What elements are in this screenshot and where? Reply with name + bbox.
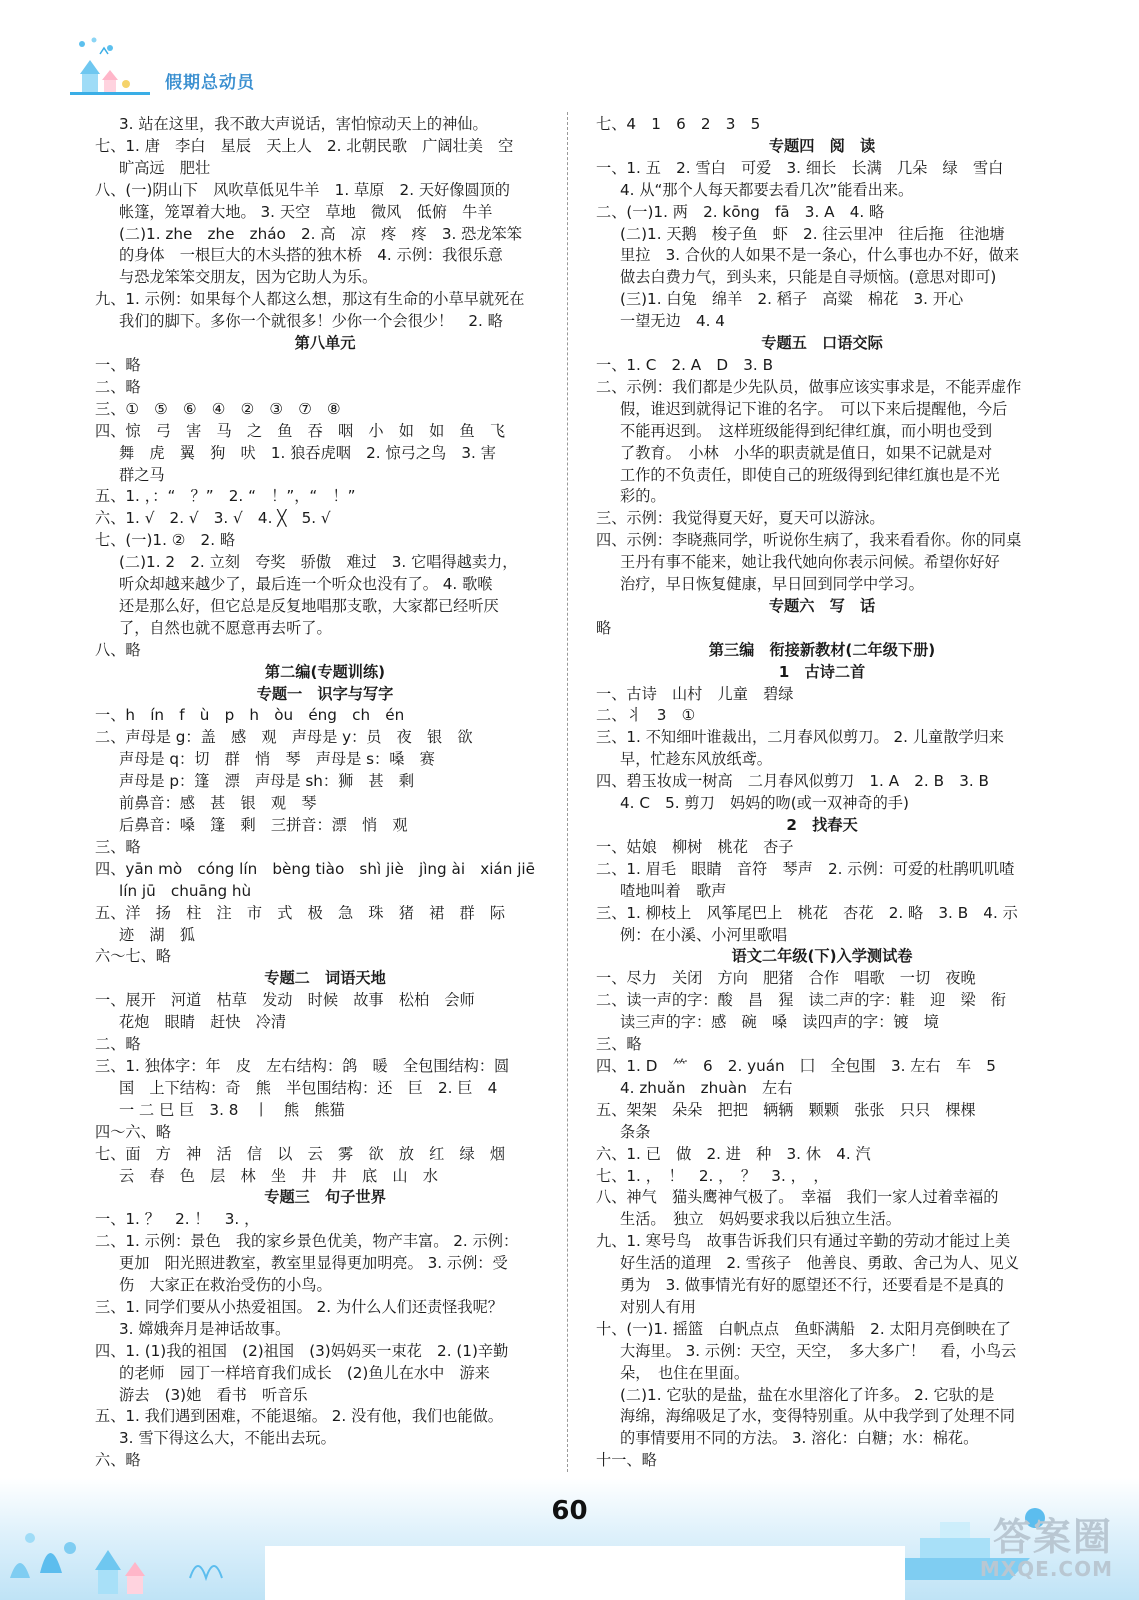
answer-line: 声母是 p：篷 漂 声母是 sh：狮 甚 剩	[119, 772, 415, 791]
answer-line: 十一、略	[596, 1451, 657, 1470]
answer-line: 二、略	[95, 377, 141, 396]
watermark-bottom: MXQE.COM	[979, 1557, 1113, 1581]
answer-line: 大海里。 3. 示例：天空，天空， 多大多广！ 看，小鸟云	[620, 1341, 1017, 1360]
answer-line: lín jū chuāng hù	[119, 881, 252, 900]
answer-line: 三、① ⑤ ⑥ ④ ② ③ ⑦ ⑧	[95, 399, 341, 418]
answer-line: 做去白费力气，到头来，只能是自寻烦恼。(意思对即可)	[620, 268, 997, 287]
answer-line: (二)1. 它驮的是盐，盐在水里溶化了许多。 2. 它驮的是	[620, 1385, 995, 1404]
answer-line: 一、尽力 关闭 方向 肥猪 合作 唱歌 一切 夜晚	[596, 969, 976, 988]
answer-line: 王丹有事不能来，她让我代她向你表示问候。希望你好好	[620, 553, 1000, 572]
section-heading: 专题二 词语天地	[264, 969, 386, 988]
answer-line: 迹 湖 狐	[119, 925, 195, 944]
answer-line: 三、示例：我觉得夏天好，夏天可以游泳。	[596, 509, 885, 528]
answer-line: 对别人有用	[620, 1297, 696, 1316]
answer-line: 好生活的道理 2. 雪孩子 他善良、勇敢、舍己为人、见义	[620, 1254, 1020, 1273]
answer-line: 与恐龙笨笨交朋友，因为它助人为乐。	[119, 268, 378, 287]
section-heading: 第二编(专题训练)	[264, 662, 386, 681]
section-heading: 专题一 识字与写字	[256, 684, 394, 703]
answer-line: 四、yān mò cóng lín bèng tiào shì jiè jìng ài xián jiē	[95, 859, 535, 878]
answer-line: 六、略	[95, 1451, 141, 1470]
answer-line: 一、1. 五 2. 雪白 可爱 3. 细长 长满 几朵 绿 雪白	[596, 158, 1004, 177]
section-heading: 专题五 口语交际	[761, 334, 883, 353]
answer-line: 一 ⼆ 巳 巨 3. 8 丨 熊 熊猫	[119, 1100, 345, 1119]
answer-line: 一、古诗 山村 儿童 碧绿	[596, 684, 794, 703]
answer-line: 4. 从“那个人每天都要去看几次”能看出来。	[620, 180, 914, 199]
answer-line: 九、1. 寒号鸟 故事告诉我们只有通过辛勤的劳动才能过上美	[596, 1232, 1011, 1251]
answer-line: 里拉 3. 合伙的人如果不是一条心，什么事也办不好，做来	[620, 246, 1020, 265]
answer-line: 四～六、略	[95, 1122, 171, 1141]
answer-line: 三、略	[596, 1035, 642, 1054]
header	[70, 34, 470, 104]
answer-line: 治疗，早日恢复健康，早日回到同学中学习。	[620, 575, 924, 594]
answer-line: 五、1. 我们遇到困难，不能退缩。 2. 没有他，我们也能做。	[95, 1407, 503, 1426]
answer-line: 条条	[620, 1122, 651, 1141]
answer-line: 三、1. 柳枝上 风筝尾巴上 桃花 杏花 2. 略 3. B 4. 示	[596, 903, 1018, 922]
answer-line: 例：在小溪、小河里歌唱	[620, 925, 788, 944]
answer-line: 四、示例：李晓燕同学，听说你生病了，我来看看你。你的同桌	[596, 531, 1022, 550]
answer-line: 听众却越来越少了，最后连一个听众也没有了。 4. 歌喉	[119, 575, 493, 594]
answer-line: 二、声母是 g：盖 感 观 声母是 y：员 夜 银 欲	[95, 728, 473, 747]
answer-line: 三、1. 独体字：年 皮 左右结构：鸽 暖 全包围结构：圆	[95, 1056, 510, 1075]
header-logo-icon	[70, 34, 170, 104]
answer-line: 四、碧玉妆成一树高 二月春风似剪刀 1. A 2. B 3. B	[596, 772, 989, 791]
answer-line: 一、1. C 2. A D 3. B	[596, 355, 773, 374]
answer-line: 的事情要用不同的方法。 3. 溶化：白糖；水：棉花。	[620, 1429, 979, 1448]
answer-line: 3. 嫦娥奔月是神话故事。	[119, 1319, 291, 1338]
answer-column-right	[596, 114, 1048, 1472]
answer-line: 3. 雪下得这么大，不能出去玩。	[119, 1429, 336, 1448]
answer-line: 五、1. ，：“ ？” 2. “ ！”，“ ！”	[95, 487, 356, 506]
answer-line: 喳地叫着 歌声	[620, 881, 727, 900]
answer-line: 七、1. ， ！ 2. ， ？ 3. ， ，	[596, 1166, 829, 1185]
section-heading: 第八单元	[294, 334, 356, 353]
answer-line: 前鼻音：感 甚 银 观 琴	[119, 794, 317, 813]
watermark-top: 答案圈	[992, 1515, 1113, 1559]
answer-line: 我们的脚下。多你一个就很多！少你一个会很少！ 2. 略	[119, 312, 503, 331]
column-divider	[567, 112, 568, 1472]
answer-line: 二、(一)1. 两 2. kōng fā 3. A 4. 略	[596, 202, 885, 221]
answer-line: 生活。 独立 妈妈要求我以后独立生活。	[620, 1210, 901, 1229]
answer-line: 七、4 1 6 2 3 5	[596, 115, 761, 133]
section-heading: 第三编 衔接新教材(二年级下册)	[708, 640, 936, 659]
section-heading: 专题三 句子世界	[264, 1188, 386, 1207]
answer-line: 一、略	[95, 355, 141, 374]
answer-line: 三、1. 同学们要从小热爱祖国。 2. 为什么人们还责怪我呢？	[95, 1297, 503, 1316]
section-heading: 专题四 阅 读	[768, 136, 876, 155]
answer-line: 二、丬 3 ①	[596, 706, 696, 725]
answer-line: 二、读一声的字：酸 昌 猩 读二声的字：鞋 迎 梁 衔	[596, 991, 1007, 1010]
answer-line: 十、(一)1. 摇篮 白帆点点 鱼虾满船 2. 太阳月亮倒映在了	[596, 1319, 1011, 1338]
answer-line: 五、架架 朵朵 把把 辆辆 颗颗 张张 只只 棵棵	[596, 1100, 976, 1119]
answer-line: 七、1. 唐 李白 星辰 天上人 2. 北朝民歌 广阔壮美 空	[95, 136, 514, 155]
answer-line: (二)1. zhe zhe zháo 2. 高 凉 疼 疼 3. 恐龙笨笨	[119, 224, 522, 243]
answer-line: 五、洋 扬 柱 注 市 式 极 急 珠 猪 裙 群 际	[95, 903, 506, 922]
answer-line: 花炮 眼睛 赶快 冷清	[119, 1013, 287, 1032]
answer-line: 假，谁迟到就得记下谁的名字。 可以下来后提醒他，今后	[620, 399, 1008, 418]
answer-line: 伤 大家正在救治受伤的小鸟。	[119, 1276, 332, 1295]
answer-line: 七、面 方 神 活 信 以 云 雾 欲 放 红 绿 烟	[95, 1144, 506, 1163]
answer-line: 工作的不负责任，即使自己的班级得到纪律红旗也是不光	[620, 465, 1000, 484]
answer-line: 读三声的字：感 碗 嗓 读四声的字：镀 境	[620, 1013, 939, 1032]
answer-line: 四、1. (1)我的祖国 (2)祖国 (3)妈妈买一束花 2. (1)辛勤	[95, 1341, 509, 1360]
answer-line: 九、1. 示例：如果每个人都这么想，那这有生命的小草早就死在	[95, 290, 525, 309]
answer-line: 八、神气 猫头鹰神气极了。 幸福 我们一家人过着幸福的	[596, 1188, 999, 1207]
answer-line: 八、略	[95, 640, 141, 659]
answer-line: 不能再迟到。 这样班级能得到纪律红旗，而小明也受到	[620, 421, 993, 440]
section-heading: 专题六 写 话	[768, 596, 876, 615]
answer-line: 三、略	[95, 837, 141, 856]
answer-line: 六、1. 已 做 2. 进 种 3. 休 4. 汽	[596, 1144, 871, 1163]
answer-line: 国 上下结构：奇 熊 半包围结构：还 巨 2. 巨 4	[119, 1078, 498, 1097]
answer-line: 的老师 园丁一样培育我们成长 (2)鱼儿在水中 游来	[119, 1363, 490, 1382]
footer	[0, 1478, 1139, 1600]
answer-line: 更加 阳光照进教室，教室里显得更加明亮。 3. 示例：受	[119, 1254, 508, 1273]
answer-line: 了教育。 小林 小华的职责就是值日，如果不记就是对	[620, 443, 993, 462]
answer-line: 二、示例：我们都是少先队员，做事应该实事求是，不能弄虚作	[596, 377, 1022, 396]
section-heading: 1 古诗二首	[778, 662, 866, 681]
header-title: 假期总动员	[165, 73, 255, 93]
page-number: 60	[551, 1496, 588, 1526]
answer-line: 海绵，海绵吸足了水，变得特别重。从中我学到了处理不同	[620, 1407, 1015, 1426]
answer-line: 四、惊 弓 害 马 之 鱼 吞 咽 小 如 如 鱼 飞	[95, 421, 506, 440]
answer-line: 早，忙趁东风放纸鸢。	[620, 750, 772, 769]
answer-line: 六～七、略	[95, 947, 171, 966]
section-heading: 2 找春天	[786, 816, 858, 834]
answer-line: 4. zhuǎn zhuàn 左右	[620, 1078, 793, 1097]
answer-line: 二、1. 眉毛 眼睛 音符 琴声 2. 示例：可爱的杜鹃叽叽喳	[596, 859, 1015, 878]
answer-line: (二)1. 2 2. 立刻 夸奖 骄傲 难过 3. 它唱得越卖力，	[119, 553, 518, 572]
answer-line: (二)1. 天鹅 梭子鱼 虾 2. 往云里冲 往后拖 往池塘	[620, 224, 1005, 243]
answer-line: 一、展开 河道 枯草 发动 时候 故事 松柏 会师	[95, 991, 475, 1010]
answer-line: 朵， 也住在里面。	[620, 1363, 750, 1382]
answer-line: 一、1. ？ 2. ！ 3. ，	[95, 1210, 260, 1229]
answer-line: 一望无边 4. 4	[620, 312, 725, 331]
answer-line: 帐篷，笼罩着大地。 3. 天空 草地 微风 低俯 牛羊	[119, 202, 493, 221]
answer-line: 4. C 5. 剪刀 妈妈的吻(或一双神奇的手)	[620, 794, 909, 813]
answer-line: 一、姑娘 柳树 桃花 杏子	[596, 837, 794, 856]
answer-line: 后鼻音：嗓 篷 剩 三拼音：漂 悄 观	[119, 816, 408, 834]
answer-line: 云 春 色 层 林 坐 井 井 底 山 水	[119, 1166, 438, 1185]
answer-line: 声母是 q：切 群 悄 琴 声母是 s：嗓 赛	[119, 750, 435, 769]
answer-line: 群之马	[119, 465, 165, 484]
answer-line: 六、1. √ 2. √ 3. √ 4. ╳ 5. √	[95, 509, 331, 528]
answer-line: 还是那么好，但它总是反复地唱那支歌，大家都已经听厌	[119, 596, 499, 615]
answer-line: 八、(一)阴山下 风吹草低见牛羊 1. 草原 2. 天好像圆顶的	[95, 180, 510, 199]
answer-line: 三、1. 不知细叶谁裁出，二月春风似剪刀。 2. 儿童散学归来	[596, 728, 1004, 747]
answer-line: (三)1. 白兔 绵羊 2. 稻子 高粱 棉花 3. 开心	[620, 290, 964, 309]
answer-column-left	[95, 114, 555, 1472]
answer-line: 二、略	[95, 1035, 141, 1054]
answer-line: 勇为 3. 做事情光有好的愿望还不行，还要看是不是真的	[620, 1276, 1004, 1295]
section-heading: 语文二年级(下)入学测试卷	[731, 947, 913, 966]
answer-line: 舞 虎 翼 狗 吠 1. 狼吞虎咽 2. 惊弓之鸟 3. 害	[119, 443, 496, 462]
answer-line: 游去 (3)她 看书 听音乐	[119, 1385, 308, 1404]
answer-line: 四、1. D ⺮ 6 2. yuán 囗 全包围 3. 左右 车 5	[596, 1056, 996, 1075]
answer-line: 二、1. 示例：景色 我的家乡景色优美，物产丰富。 2. 示例：	[95, 1232, 519, 1251]
watermark	[980, 1506, 1113, 1581]
answer-line: 3. 站在这里，我不敢大声说话，害怕惊动天上的神仙。	[119, 115, 488, 133]
footer-band	[265, 1546, 905, 1600]
answer-line: 旷高远 肥壮	[119, 158, 211, 177]
answer-line: 的身体 一根巨大的木头搭的独木桥 4. 示例：我很乐意	[119, 246, 503, 265]
answer-line: 一、h ín f ù p h òu éng ch én	[95, 706, 405, 725]
answer-line: 彩的。	[620, 487, 666, 506]
answer-line: 七、(一)1. ② 2. 略	[95, 531, 236, 550]
answer-line: 了，自然也就不愿意再去听了。	[119, 618, 332, 637]
answer-line: 略	[596, 618, 612, 637]
